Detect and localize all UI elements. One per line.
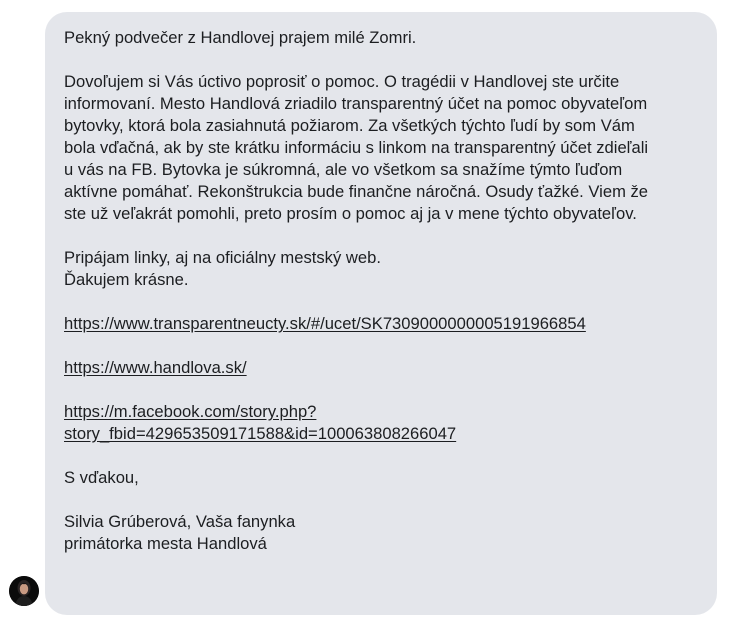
- handlova-link-row: [64, 357, 699, 379]
- message-greeting: Pekný podvečer z Handlovej prajem milé Zomri.: [64, 28, 417, 47]
- facebook-story-link-part1[interactable]: https://m.facebook.com/story.php?: [64, 402, 317, 421]
- facebook-story-link-part2[interactable]: story_fbid=429653509171588&id=100063808266047: [64, 424, 457, 443]
- transparent-account-link-row: [64, 313, 699, 335]
- paragraph-gap: [64, 445, 699, 467]
- message-body-line: Dovoľujem si Vás úctivo poprosiť o pomoc. O tragédii v Handlovej ste určite: [64, 72, 620, 91]
- paragraph-gap: [64, 291, 699, 313]
- message-thanks-line: Ďakujem krásne.: [64, 270, 189, 289]
- signature-name: Silvia Grúberová, Vaša fanynka: [64, 512, 296, 531]
- paragraph-gap: [64, 225, 699, 247]
- message-body-line: informovaní. Mesto Handlová zriadilo transparentný účet na pomoc obyvateľom: [64, 94, 648, 113]
- paragraph-gap: [64, 49, 699, 71]
- facebook-link-row: [64, 401, 699, 423]
- paragraph-gap: [64, 335, 699, 357]
- message-body-line: u vás na FB. Bytovka je súkromná, ale vo všetkom sa snažíme týmto ľuďom: [64, 160, 623, 179]
- handlova-website-link[interactable]: https://www.handlova.sk/: [64, 358, 247, 377]
- facebook-link-row: [64, 423, 699, 445]
- avatar-portrait-icon: [9, 576, 39, 606]
- message-bubble[interactable]: [45, 12, 717, 615]
- message-body-line: bytovky, ktorá bola zasiahnutá požiarom. Za všetkých týchto ľudí by som Vám: [64, 116, 635, 135]
- transparent-account-link[interactable]: https://www.transparentneucty.sk/#/ucet/SK7309000000005191966854: [64, 314, 586, 333]
- message-closing: S vďakou,: [64, 468, 139, 487]
- signature-title: primátorka mesta Handlová: [64, 534, 267, 553]
- paragraph-gap: [64, 489, 699, 511]
- message-body-line: bola vďačná, ak by ste krátku informáciu s linkom na transparentný účet zdieľali: [64, 138, 649, 157]
- message-attach-line: Pripájam linky, aj na oficiálny mestský web.: [64, 248, 381, 267]
- message-body-line: ste už veľakrát pomohli, preto prosím o pomoc aj ja v mene týchto obyvateľov.: [64, 204, 637, 223]
- message-body-line: aktívne pomáhať. Rekonštrukcia bude finančne náročná. Osudy ťažké. Viem že: [64, 182, 649, 201]
- paragraph-gap: [64, 379, 699, 401]
- sender-avatar[interactable]: [9, 576, 39, 606]
